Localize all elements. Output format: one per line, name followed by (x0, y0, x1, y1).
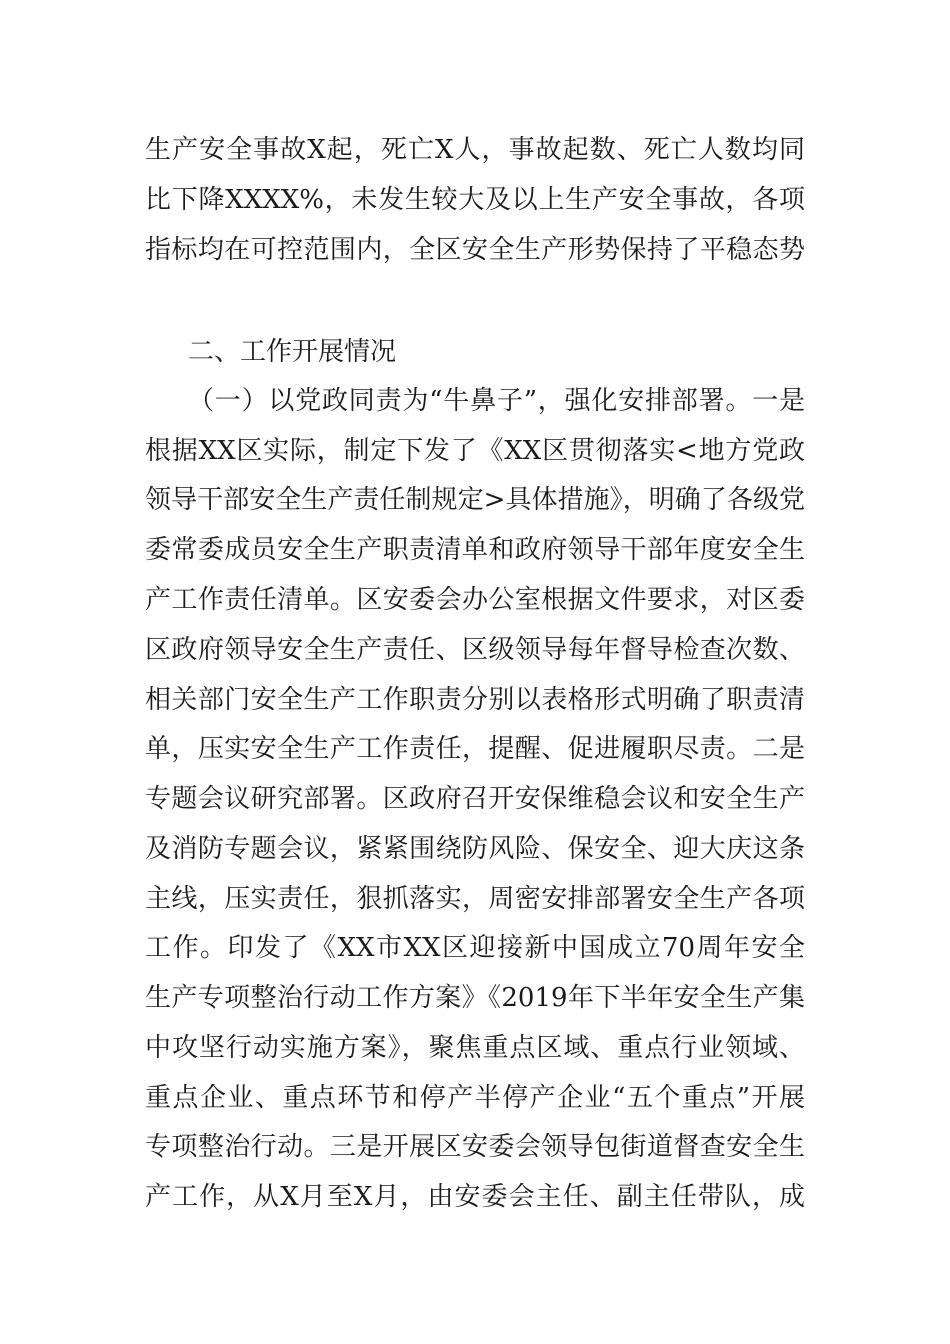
paragraph-line: 生产专项整治行动工作方案》《2019年下半年安全生产集 (145, 983, 805, 1013)
paragraph-line: 主线，压实责任，狠抓落实，周密安排部署安全生产各项 (145, 884, 805, 914)
paragraph-line: 专项整治行动。三是开展区安委会领导包街道督查安全生 (145, 1132, 805, 1162)
paragraph-line: 根据XX区实际，制定下发了《XX区贯彻落实<地方党政 (145, 436, 805, 466)
paragraph-line: 领导干部安全生产责任制规定>具体措施》，明确了各级党 (145, 485, 805, 515)
paragraph-line: 产工作，从X月至X月，由安委会主任、副主任带队，成 (145, 1182, 805, 1212)
paragraph-line: 产工作责任清单。区安委会办公室根据文件要求，对区委 (145, 585, 805, 615)
section-heading: 二、工作开展情况 (188, 337, 397, 367)
paragraph-line: 重点企业、重点环节和停产半停产企业“五个重点”开展 (145, 1083, 805, 1113)
paragraph-line: （一）以党政同责为“牛鼻子”，强化安排部署。一是 (188, 386, 805, 416)
paragraph-line: 工作。印发了《XX市XX区迎接新中国成立70周年安全 (145, 933, 805, 963)
paragraph-line: 中攻坚行动实施方案》，聚焦重点区域、重点行业领域、 (145, 1033, 805, 1063)
paragraph-line: 相关部门安全生产工作职责分别以表格形式明确了职责清 (145, 685, 805, 715)
paragraph-line: 及消防专题会议，紧紧围绕防风险、保安全、迎大庆这条 (145, 834, 805, 864)
paragraph-line: 比下降XXXX%，未发生较大及以上生产安全事故，各项 (145, 185, 805, 215)
paragraph-line: 委常委成员安全生产职责清单和政府领导干部年度安全生 (145, 535, 805, 565)
paragraph-line: 生产安全事故X起，死亡X人，事故起数、死亡人数均同 (145, 135, 805, 165)
paragraph-line: 专题会议研究部署。区政府召开安保维稳会议和安全生产 (145, 784, 805, 814)
paragraph-line: 单，压实安全生产工作责任，提醒、促进履职尽责。二是 (145, 734, 805, 764)
paragraph-line: 区政府领导安全生产责任、区级领导每年督导检查次数、 (145, 635, 805, 665)
paragraph-line: 指标均在可控范围内，全区安全生产形势保持了平稳态势 (145, 235, 805, 265)
